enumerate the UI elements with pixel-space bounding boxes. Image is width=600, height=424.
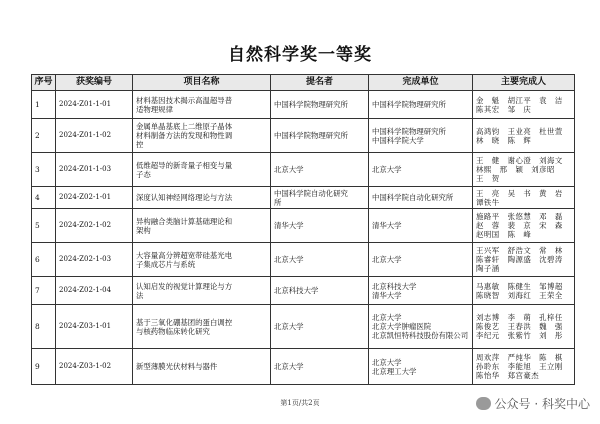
cell-seq: 1 [32,91,56,119]
cell-code: 2024-Z02-1-03 [56,243,133,277]
cell-units-line: 北京大学 [372,313,402,322]
cell-members-line: 施路平 张悠慧 邓 磊 [476,212,563,221]
cell-nominator [271,243,369,277]
cell-members [473,153,575,187]
cell-seq: 2 [32,119,56,153]
table-row [32,91,575,119]
cell-code: 2024-Z02-1-04 [56,277,133,305]
header-code: 获奖编号 [56,75,133,91]
cell-code: 2024-Z01-1-03 [56,153,133,187]
cell-members-line: 陶子涵 [476,264,500,273]
cell-members-line: 王 健 谢心澄 刘海文 [476,156,563,165]
cell-project-line: 法 [136,290,144,300]
cell-project [133,153,271,187]
cell-members-line: 孙聆东 李能旭 王立刚 [476,362,563,371]
cell-code: 2024-Z03-1-01 [56,305,133,349]
cell-members-line: 陈晓智 刘海红 王荣全 [476,290,563,300]
cell-members [473,91,575,119]
cell-units [369,119,473,153]
cell-project [133,187,271,209]
table-row [32,305,575,349]
cell-units-line: 北京理工大学 [372,366,417,376]
cell-members-line: 陈其宏 邹 庆 [476,104,532,114]
cell-units-line: 中国科学院物理研究所 [372,100,446,109]
cell-project-line: 子态 [136,169,151,179]
cell-project [133,349,271,385]
cell-project-line: 大容量高分辨超宽带硅基光电 [136,250,233,260]
cell-members-line: 王 贺 [476,174,500,183]
cell-units [369,277,473,305]
cell-nominator-line: 中国科学院物理研究所 [274,100,348,109]
table-row [32,153,575,187]
cell-nominator-line: 北京大学 [274,362,304,371]
cell-nominator [271,277,369,305]
header-seq: 序号 [32,75,56,91]
header-nominator: 提名者 [271,75,369,91]
cell-project-line: 与核药物临床转化研究 [136,326,210,336]
cell-units-line: 清华大学 [372,290,402,300]
header-members: 主要完成人 [473,75,575,91]
cell-units-line: 北京大学肿瘤医院 [372,322,432,331]
cell-project-line: 基于三氧化硼基团的蛋白调控 [136,317,233,327]
cell-members-line: 金 魁 胡江平 袁 洁 [476,95,563,105]
cell-seq: 6 [32,243,56,277]
cell-project-line: 低维超导的新奇量子相变与量 [136,160,233,170]
cell-members [473,277,575,305]
table-row [32,119,575,153]
cell-nominator [271,209,369,243]
cell-units-line: 北京大学 [372,165,402,174]
header-units: 完成单位 [369,75,473,91]
cell-nominator [271,187,369,209]
cell-project-line: 深度认知神经网络理论与方法 [136,193,233,202]
cell-project [133,119,271,153]
cell-code: 2024-Z01-1-02 [56,119,133,153]
cell-nominator [271,91,369,119]
cell-units [369,187,473,209]
cell-seq: 8 [32,305,56,349]
cell-members-line: 王兴军 舒浩文 常 林 [476,246,563,255]
table-row [32,243,575,277]
cell-project [133,277,271,305]
cell-members [473,209,575,243]
cell-units [369,153,473,187]
awards-table [31,74,575,385]
table-row [32,349,575,385]
cell-project-line: 材料基因技术揭示高温超导普 [136,95,233,105]
cell-members-line: 高鸿钧 王业亮 杜世萱 [476,126,563,136]
table-body [32,91,575,385]
cell-units-line: 中国科学院物理研究所 [372,126,446,136]
cell-project-line: 认知启发的视觉计算理论与方 [136,281,233,291]
cell-nominator-line: 中国科学院物理研究所 [274,131,348,140]
cell-members-line: 谭铁牛 [476,197,500,207]
cell-seq: 9 [32,349,56,385]
cell-project [133,209,271,243]
cell-project-line: 新型薄膜光伏材料与器件 [136,362,218,371]
cell-members-line: 赵明国 陈 峰 [476,230,532,239]
watermark [476,395,590,412]
cell-members-line: 陈睿轩 陶源盛 沈碧涛 [476,255,563,264]
cell-project-line: 金属单晶基底上二维原子晶体 [136,122,233,131]
cell-nominator-line: 中国科学院自动化研究 [274,188,348,198]
cell-members-line: 马惠敏 陈健生 邹博超 [476,281,563,291]
cell-project-line: 架构 [136,225,151,235]
cell-project-line: 材料制备方法的发现和物性调 [136,131,233,140]
cell-units-line: 北京凯恒特科技股份有限公司 [372,331,469,340]
cell-members-line: 陈俊艺 王春洪 魏 强 [476,322,563,331]
cell-nominator [271,119,369,153]
cell-nominator-line: 北京大学 [274,322,304,331]
cell-nominator-line: 所 [274,197,282,207]
cell-units [369,209,473,243]
cell-units-line: 清华大学 [372,221,402,230]
header-project: 项目名称 [133,75,271,91]
cell-seq: 7 [32,277,56,305]
cell-members [473,187,575,209]
cell-members [473,243,575,277]
cell-members-line: 王 亮 吴 书 黄 岩 [476,188,563,198]
page-footer: 第1页/共2页 [280,399,320,407]
cell-seq: 5 [32,209,56,243]
cell-nominator [271,305,369,349]
table-row [32,209,575,243]
cell-project [133,91,271,119]
watermark-text: 公众号 · 科奖中心 [494,397,590,411]
cell-project-line: 控 [136,140,144,149]
cell-project [133,305,271,349]
cell-nominator-line: 北京科技大学 [274,286,319,295]
cell-units-line: 中国科学院大学 [372,135,424,145]
cell-units [369,243,473,277]
cell-members [473,349,575,385]
cell-units-line: 北京大学 [372,357,402,367]
cell-code: 2024-Z03-1-02 [56,349,133,385]
cell-project-line: 适物理规律 [136,104,173,114]
cell-members-line: 刘志博 李 萌 孔梓任 [476,313,563,322]
cell-project-line: 异构融合类脑计算基础理论和 [136,216,233,226]
cell-members-line: 周欢萍 严纯华 陈 棋 [476,353,563,362]
cell-units [369,305,473,349]
table-header-row [32,75,575,91]
cell-nominator [271,153,369,187]
cell-project-line: 子集成芯片与系统 [136,259,196,269]
wechat-icon [476,397,491,410]
cell-units-line: 北京科技大学 [372,281,417,291]
cell-members-line: 李纪元 张紫竹 刘 彤 [476,331,563,340]
cell-project [133,243,271,277]
cell-members [473,119,575,153]
cell-nominator-line: 清华大学 [274,221,304,230]
cell-seq: 4 [32,187,56,209]
cell-members-line: 陈怡华 郑宫豪杰 [476,371,540,380]
cell-units-line: 北京大学 [372,255,402,264]
cell-code: 2024-Z02-1-01 [56,187,133,209]
cell-nominator-line: 北京大学 [274,165,304,174]
cell-members [473,305,575,349]
cell-seq: 3 [32,153,56,187]
cell-units-line: 中国科学院自动化研究所 [372,193,454,202]
page-title: 自然科学奖一等奖 [228,45,372,65]
cell-nominator-line: 北京大学 [274,255,304,264]
cell-members-line: 林熙 邢 颖 刘彦昭 [476,165,555,174]
cell-members-line: 林 晓 陈 辉 [476,135,532,145]
cell-units [369,91,473,119]
cell-code: 2024-Z02-1-02 [56,209,133,243]
table-row [32,277,575,305]
cell-code: 2024-Z01-1-01 [56,91,133,119]
cell-members-line: 赵 蓉 裴 京 宋 森 [476,221,563,230]
cell-units [369,349,473,385]
table-row [32,187,575,209]
cell-nominator [271,349,369,385]
